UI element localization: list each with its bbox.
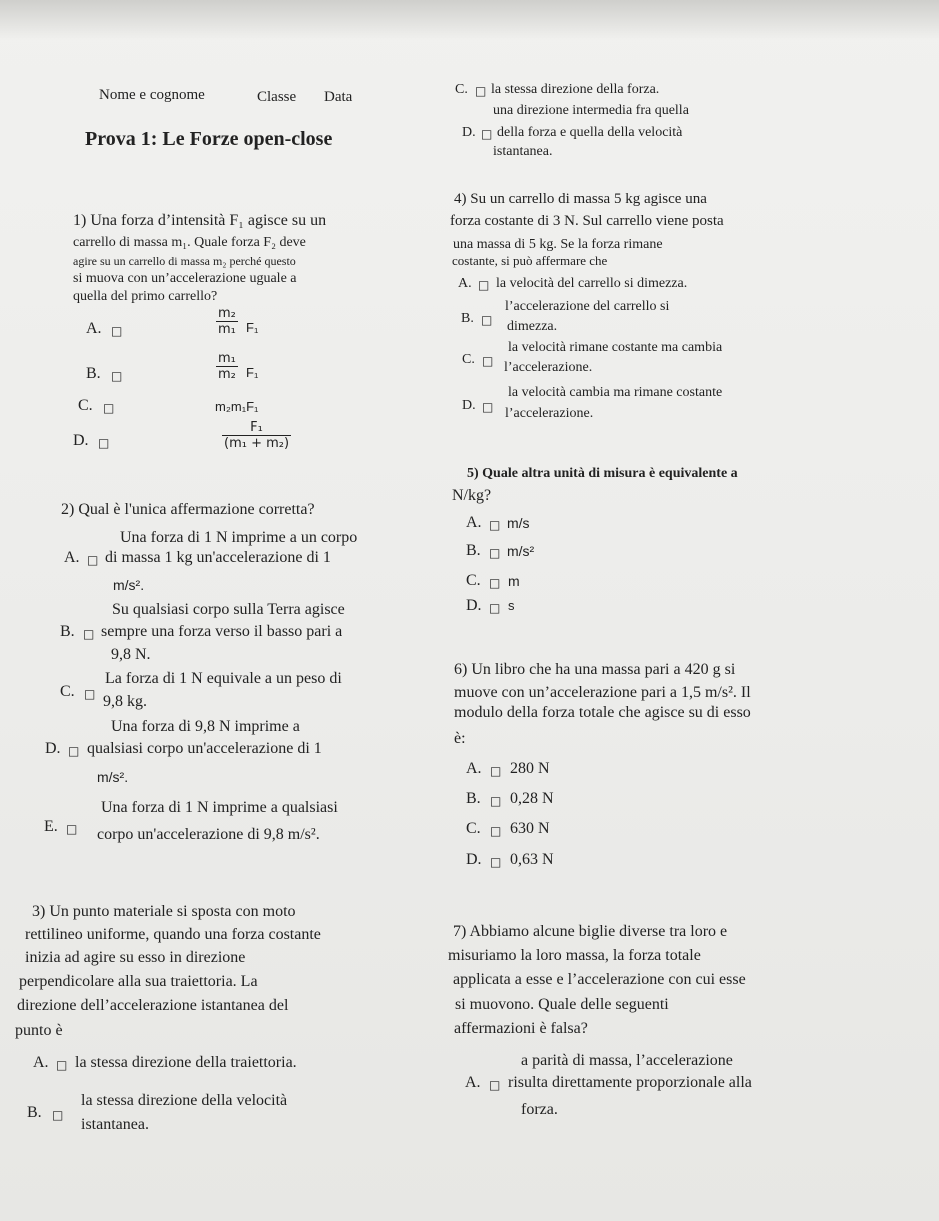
q2-option-b-letter: B. (60, 623, 75, 640)
q3-option-a-text: la stessa direzione della traiettoria. (75, 1054, 297, 1071)
q1-option-b-tail: F₁ (246, 365, 259, 380)
q1-option-b-numerator: m₁ (218, 351, 236, 366)
q6-option-d-text: 0,63 N (510, 851, 554, 868)
q5-text-line2: N/kg? (452, 487, 492, 504)
q5-text-line1: 5) Quale altra unità di misura è equivalente a (467, 466, 738, 481)
q7-option-a-line3: forza. (521, 1101, 558, 1118)
q5-option-b-letter: B. (466, 542, 481, 559)
q6-option-d-checkbox[interactable]: □ (490, 855, 502, 869)
q3-option-d-line1: una direzione intermedia fra quella (493, 103, 689, 118)
q4-option-b-line2: dimezza. (507, 319, 558, 334)
q3-option-a-checkbox[interactable]: □ (56, 1058, 68, 1072)
q6-option-c-letter: C. (466, 820, 481, 837)
q3-text-line2: rettilineo uniforme, quando una forza costante (25, 926, 321, 943)
q7-text-line4: si muovono. Quale delle seguenti (455, 996, 669, 1013)
q6-option-c-text: 630 N (510, 820, 550, 837)
q1-option-b-denominator: m₂ (218, 367, 236, 382)
q3-option-c-letter: C. (455, 82, 468, 97)
q2-option-b-checkbox[interactable]: □ (83, 627, 95, 641)
q4-option-c-line2: l’accelerazione. (504, 360, 593, 375)
q7-option-a-line1: a parità di massa, l’accelerazione (521, 1052, 733, 1069)
q7-text-line1: 7) Abbiamo alcune biglie diverse tra loro e (453, 923, 728, 940)
q7-option-a-line2: risulta direttamente proporzionale alla (508, 1074, 752, 1091)
q3-text-line1: 3) Un punto materiale si sposta con moto (32, 903, 296, 920)
q6-option-b-letter: B. (466, 790, 481, 807)
q6-text-line1: 6) Un libro che ha una massa pari a 420 g si (454, 661, 736, 678)
q7-text-line3: applicata a esse e l’accelerazione con cui esse (453, 971, 746, 988)
q5-option-b-text: m/s² (507, 543, 535, 559)
q2-option-a-line1: Una forza di 1 N imprime a un corpo (120, 529, 358, 546)
q5-option-d-text: s (508, 598, 515, 613)
q6-option-a-checkbox[interactable]: □ (490, 764, 502, 778)
q1-option-b-checkbox[interactable]: □ (111, 369, 123, 383)
q1-option-c-text: m₂m₁F₁ (215, 399, 259, 414)
q2-option-c-line2: 9,8 kg. (103, 693, 147, 710)
q4-text-line3: una massa di 5 kg. Se la forza rimane (453, 237, 663, 252)
q1-option-a-letter: A. (86, 320, 102, 337)
q5-option-d-checkbox[interactable]: □ (489, 601, 501, 615)
q3-option-d-checkbox[interactable]: □ (481, 127, 493, 141)
q2-option-a-line2: di massa 1 kg un'accelerazione di 1 (105, 549, 331, 566)
q1-option-b-letter: B. (86, 365, 101, 382)
page-title: Prova 1: Le Forze open-close (85, 128, 333, 150)
q2-title: 2) Qual è l'unica affermazione corretta? (61, 501, 315, 518)
q3-text-line3: inizia ad agire su esso in direzione (25, 949, 246, 966)
q4-option-d-letter: D. (462, 398, 476, 413)
q3-option-c-text: la stessa direzione della forza. (491, 82, 660, 97)
q3-option-b-line1: la stessa direzione della velocità (81, 1092, 288, 1109)
q4-text-line1: 4) Su un carrello di massa 5 kg agisce una (454, 191, 707, 207)
q2-option-b-line2: sempre una forza verso il basso pari a (101, 623, 343, 640)
q5-option-c-checkbox[interactable]: □ (489, 576, 501, 590)
q4-option-c-checkbox[interactable]: □ (482, 354, 494, 368)
q3-option-d-line3: istantanea. (493, 144, 553, 159)
page-shadow (0, 0, 939, 40)
q4-option-a-text: la velocità del carrello si dimezza. (496, 276, 688, 291)
q6-text-line3: modulo della forza totale che agisce su di esso (454, 704, 751, 721)
q6-option-a-letter: A. (466, 760, 482, 777)
q6-option-c-checkbox[interactable]: □ (490, 824, 502, 838)
q1-text-line3: agire su un carrello di massa m₂ perché questo (73, 254, 296, 268)
q5-option-a-letter: A. (466, 514, 482, 531)
q1-option-d-letter: D. (73, 432, 89, 449)
q1-option-a-denominator: m₁ (218, 322, 236, 337)
q1-option-c-checkbox[interactable]: □ (103, 401, 115, 415)
q3-option-b-checkbox[interactable]: □ (52, 1108, 64, 1122)
q6-option-b-checkbox[interactable]: □ (490, 794, 502, 808)
q2-option-e-line1: Una forza di 1 N imprime a qualsiasi (101, 799, 338, 816)
q2-option-c-line1: La forza di 1 N equivale a un peso di (105, 670, 342, 687)
q1-text-line5: quella del primo carrello? (73, 289, 218, 304)
q7-text-line2: misuriamo la loro massa, la forza totale (448, 947, 701, 964)
q5-option-a-checkbox[interactable]: □ (489, 518, 501, 532)
q2-option-e-checkbox[interactable]: □ (66, 822, 78, 836)
q3-text-line4: perpendicolare alla sua traiettoria. La (19, 973, 258, 990)
date-label: Data (324, 89, 353, 105)
q1-option-a-tail: F₁ (246, 320, 259, 335)
q4-option-c-line1: la velocità rimane costante ma cambia (508, 340, 723, 355)
q7-text-line5: affermazioni è falsa? (454, 1020, 588, 1037)
q1-text-line4: si muova con un’accelerazione uguale a (73, 271, 297, 286)
q4-option-a-letter: A. (458, 276, 472, 291)
q4-text-line4: costante, si può affermare che (452, 253, 608, 268)
q1-option-d-denominator: (m₁ + m₂) (224, 436, 290, 451)
q2-option-a-line3: m/s². (113, 577, 145, 593)
q5-option-a-text: m/s (507, 515, 530, 531)
q4-option-d-checkbox[interactable]: □ (482, 400, 494, 414)
q1-option-b-fraction (216, 351, 238, 382)
q2-option-d-line1: Una forza di 9,8 N imprime a (111, 718, 300, 735)
q4-option-c-letter: C. (462, 352, 475, 367)
q5-option-c-text: m (508, 573, 520, 589)
q2-option-b-line1: Su qualsiasi corpo sulla Terra agisce (112, 601, 345, 618)
q3-text-line5: direzione dell’accelerazione istantanea del (17, 997, 289, 1014)
q6-option-d-letter: D. (466, 851, 482, 868)
q6-option-a-text: 280 N (510, 760, 550, 777)
q3-option-b-letter: B. (27, 1104, 42, 1121)
q3-option-c-checkbox[interactable]: □ (475, 84, 487, 98)
q5-option-b-checkbox[interactable]: □ (489, 546, 501, 560)
q4-option-d-line2: l’accelerazione. (505, 406, 594, 421)
q4-option-a-checkbox[interactable]: □ (478, 278, 490, 292)
q3-option-d-line2: della forza e quella della velocità (497, 125, 683, 140)
q1-option-a-numerator: m₂ (218, 306, 236, 321)
q2-option-e-line2: corpo un'accelerazione di 9,8 m/s². (97, 826, 320, 843)
q2-option-d-checkbox[interactable]: □ (68, 744, 80, 758)
q3-text-line6: punto è (15, 1022, 63, 1039)
q7-option-a-checkbox[interactable]: □ (489, 1078, 501, 1092)
q2-option-e-letter: E. (44, 818, 58, 835)
q4-text-line2: forza costante di 3 N. Sul carrello viene posta (450, 213, 724, 229)
q1-text-line1: 1) Una forza d’intensità F₁ agisce su un (73, 212, 327, 229)
q1-option-d-fraction (222, 420, 291, 451)
q1-text-line2: carrello di massa m₁. Quale forza F₂ deve (73, 235, 306, 250)
q4-option-b-checkbox[interactable]: □ (481, 313, 493, 327)
q2-option-d-line2: qualsiasi corpo un'accelerazione di 1 (87, 740, 322, 757)
q6-text-line4: è: (454, 730, 466, 747)
q2-option-d-letter: D. (45, 740, 61, 757)
q7-option-a-letter: A. (465, 1074, 481, 1091)
q1-option-d-checkbox[interactable]: □ (98, 436, 110, 450)
q2-option-a-checkbox[interactable]: □ (87, 553, 99, 567)
q3-option-a-letter: A. (33, 1054, 49, 1071)
q4-option-b-letter: B. (461, 311, 474, 326)
q2-option-b-line3: 9,8 N. (111, 646, 151, 663)
class-label: Classe (257, 89, 297, 105)
name-label: Nome e cognome (99, 87, 205, 103)
q4-option-d-line1: la velocità cambia ma rimane costante (508, 385, 723, 400)
q5-option-c-letter: C. (466, 572, 481, 589)
q6-text-line2: muove con un’accelerazione pari a 1,5 m/s². Il (454, 684, 751, 701)
q1-option-a-checkbox[interactable]: □ (111, 324, 123, 338)
q3-option-d-letter: D. (462, 125, 476, 140)
q5-option-d-letter: D. (466, 597, 482, 614)
q3-option-b-line2: istantanea. (81, 1116, 149, 1133)
q2-option-a-letter: A. (64, 549, 80, 566)
q2-option-d-line3: m/s². (97, 769, 129, 785)
q4-option-b-line1: l’accelerazione del carrello si (505, 299, 670, 314)
q1-option-a-fraction (216, 306, 238, 337)
q1-option-d-numerator: F₁ (222, 420, 291, 436)
q2-option-c-letter: C. (60, 683, 75, 700)
q2-option-c-checkbox[interactable]: □ (84, 687, 96, 701)
q6-option-b-text: 0,28 N (510, 790, 554, 807)
q1-option-c-letter: C. (78, 397, 93, 414)
